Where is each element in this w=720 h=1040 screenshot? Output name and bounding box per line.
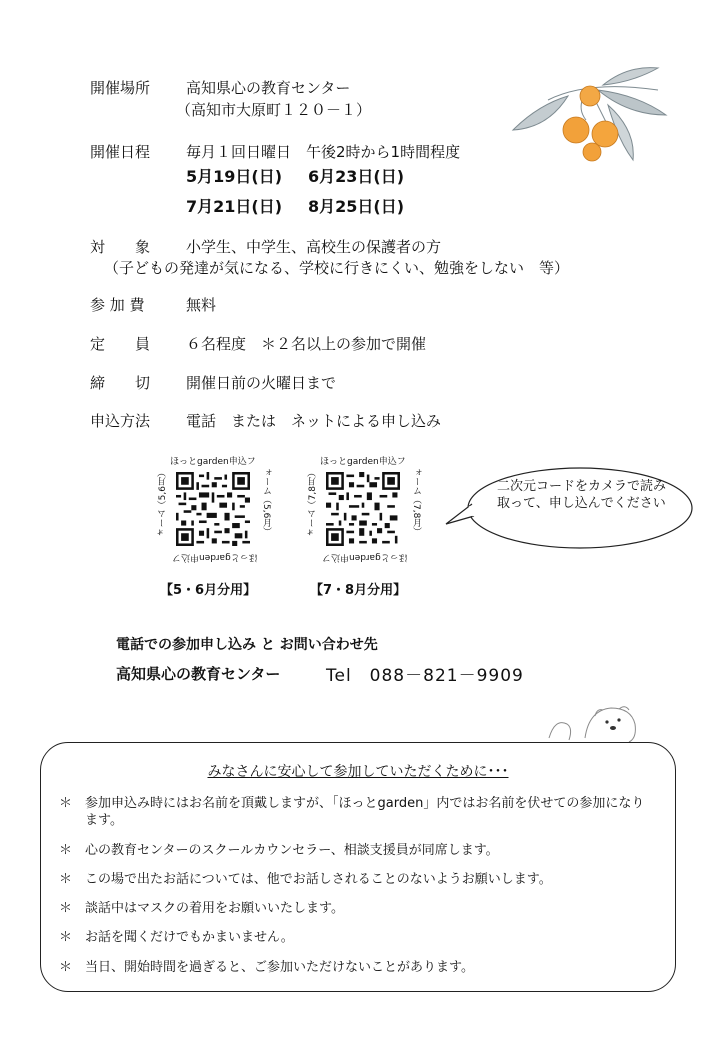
loquat-fruit-illustration-icon — [508, 60, 668, 170]
venue-name: 高知県心の教育センター — [186, 79, 351, 97]
notice-title: みなさんに安心して参加していただくために･･･ — [207, 764, 509, 780]
contact-org: 高知県心の教育センター — [116, 665, 281, 683]
qr-caption: 【7・8月分用】 — [310, 583, 407, 598]
bullet-asterisk-icon: ＊ — [59, 960, 73, 975]
schedule-label: 開催日程 — [90, 143, 151, 161]
schedule-text: 毎月１回日曜日 午後2時から1時間程度 — [186, 143, 461, 161]
qr-title: ほっとgarden申込フ — [170, 457, 256, 467]
qr-caption: 【5・6月分用】 — [160, 583, 257, 598]
qr-side-label: ォーム（7,8月） — [308, 468, 318, 537]
schedule-date: 5月19日(日) — [186, 167, 283, 186]
contact-tel[interactable]: Tel 088－821－9909 — [326, 666, 524, 686]
contact-heading: 電話での参加申し込み と お問い合わせ先 — [116, 637, 378, 653]
bullet-asterisk-icon: ＊ — [59, 796, 73, 811]
notice-item-text: 当日、開始時間を過ぎると、ご参加いただけないことがあります。 — [85, 960, 474, 975]
deadline-text: 開催日前の火曜日まで — [186, 374, 337, 392]
fee-text: 無料 — [186, 296, 217, 314]
bullet-asterisk-icon: ＊ — [59, 872, 73, 887]
method-text: 電話 または ネットによる申し込み — [186, 412, 442, 430]
qr-side-label: ォーム（5,6月） — [158, 468, 168, 537]
list-item — [59, 795, 659, 831]
qr-bottom-label: ほっとgarden申込フ — [322, 552, 408, 562]
qr-bottom-label: ほっとgarden申込フ — [172, 552, 258, 562]
notice-item-text: お話を聞くだけでもかまいません。 — [85, 930, 294, 945]
notice-item-text: この場で出たお話については、他でお話しされることのないようお願いします。 — [85, 872, 552, 887]
schedule-date: 7月21日(日) — [186, 197, 283, 216]
qr-code-7-8-icon[interactable] — [326, 472, 400, 546]
notice-item-text: 参加申込み時にはお名前を頂戴しますが、「ほっとgarden」内ではお名前を伏せての参加になります。 — [85, 796, 645, 828]
schedule-date: 8月25日(日) — [308, 197, 405, 216]
venue-label: 開催場所 — [90, 79, 151, 97]
capacity-text: ６名程度 ＊２名以上の参加で開催 — [186, 335, 427, 353]
deadline-label: 締 切 — [90, 374, 151, 392]
notice-item-text: 談話中はマスクの着用をお願いいたします。 — [85, 901, 344, 916]
qr-code-5-6-icon[interactable] — [176, 472, 250, 546]
polar-bear-sketch-icon — [545, 698, 645, 744]
bubble-text: 二次元コードをカメラで読み取って、申し込んでください — [497, 479, 667, 511]
venue-address: （高知市大原町１２０－１） — [176, 101, 372, 119]
qr-title: ほっとgarden申込フ — [320, 457, 406, 467]
target-note: （子どもの発達が気になる、学校に行きにくい、勉強をしない 等） — [104, 259, 570, 277]
bullet-asterisk-icon: ＊ — [59, 930, 73, 945]
capacity-label: 定 員 — [90, 335, 151, 353]
bullet-asterisk-icon: ＊ — [59, 901, 73, 916]
schedule-date: 6月23日(日) — [308, 167, 405, 186]
method-label: 申込方法 — [90, 412, 151, 430]
fee-label: 参 加 費 — [90, 296, 145, 314]
qr-side-label: ォーム（5,6月） — [261, 468, 271, 537]
qr-side-label: ォーム（7,8月） — [411, 468, 421, 537]
target-text: 小学生、中学生、高校生の保護者の方 — [186, 238, 442, 256]
target-label: 対 象 — [90, 238, 151, 256]
notice-item-text: 心の教育センターのスクールカウンセラー、相談支援員が同席します。 — [85, 843, 499, 858]
bullet-asterisk-icon: ＊ — [59, 843, 73, 858]
notice-box — [40, 742, 676, 992]
